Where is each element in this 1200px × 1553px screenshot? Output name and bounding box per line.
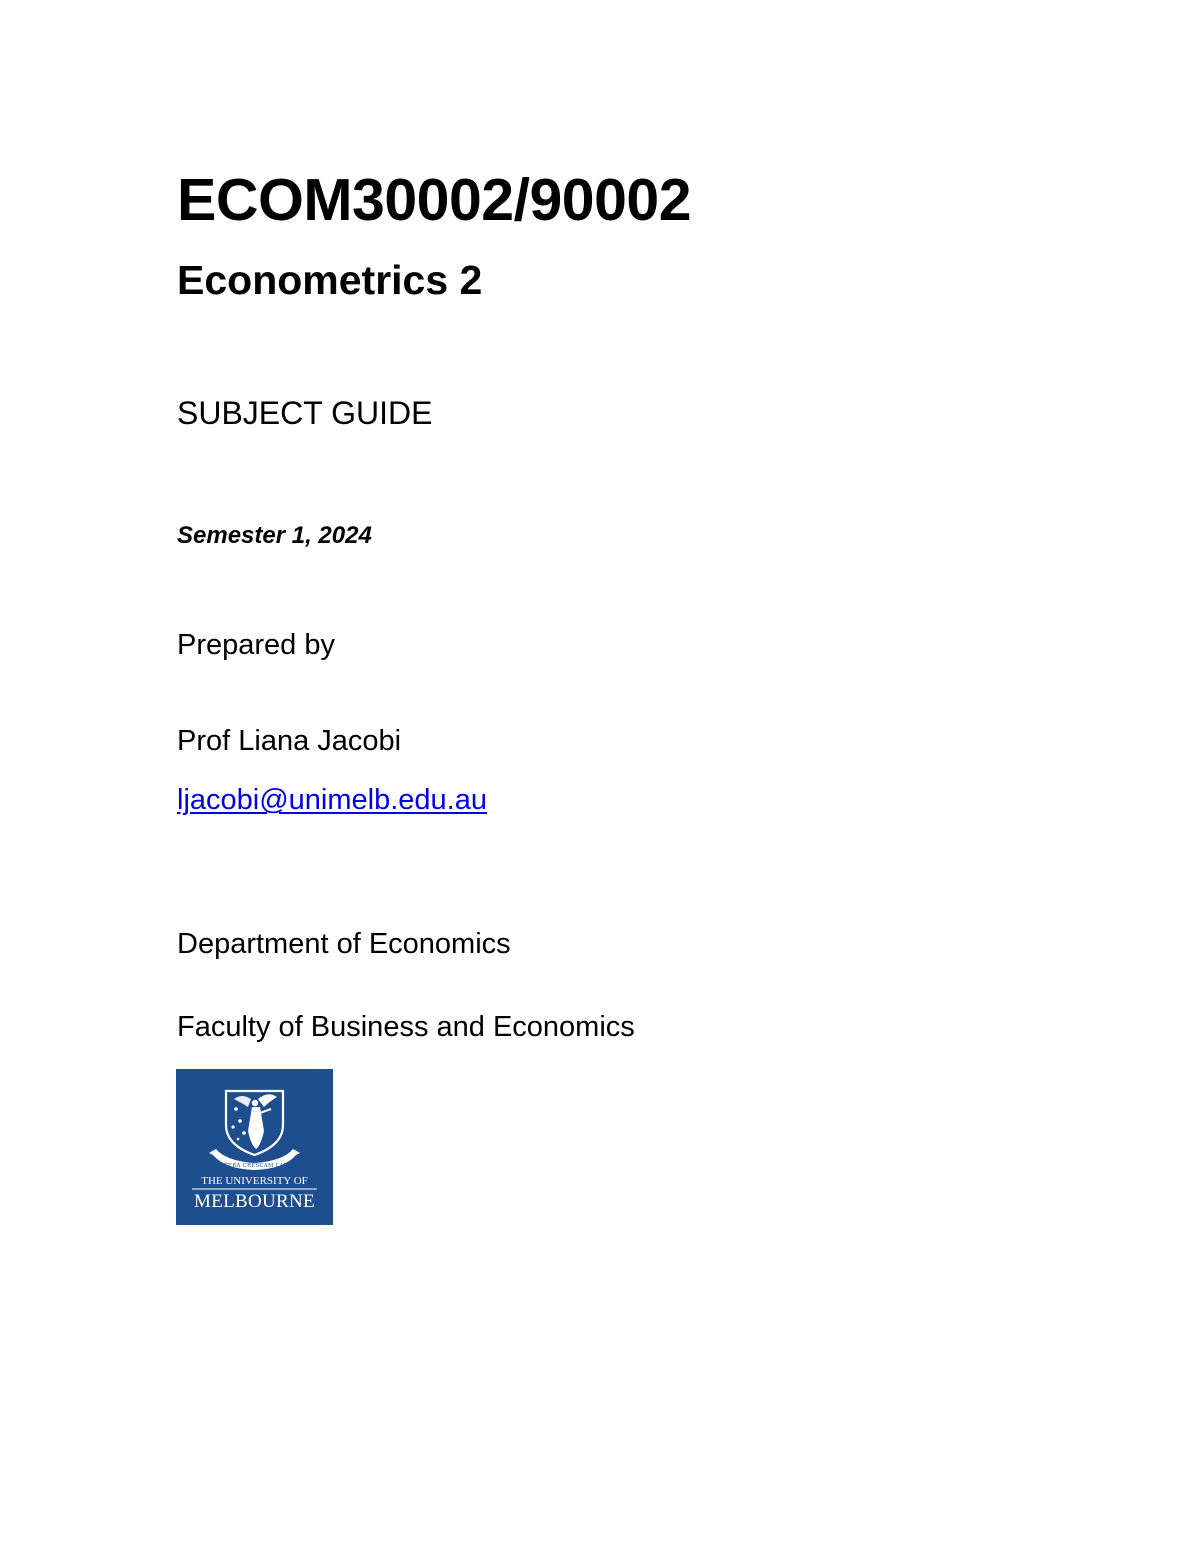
university-of-melbourne-crest-icon [176, 1069, 333, 1225]
department-name: Department of Economics [177, 928, 511, 960]
logo-motto: POSTERA CRESCAM LAUDE [211, 1163, 298, 1169]
subject-code: ECOM30002/90002 [177, 167, 692, 233]
logo-text-line2: MELBOURNE [194, 1191, 315, 1212]
faculty-name: Faculty of Business and Economics [177, 1011, 635, 1043]
university-logo [176, 1069, 333, 1225]
logo-text-line1: THE UNIVERSITY OF [201, 1175, 308, 1187]
prepared-by-label: Prepared by [177, 629, 335, 661]
subject-title: Econometrics 2 [177, 257, 483, 303]
semester-label: Semester 1, 2024 [177, 522, 372, 549]
document-type: SUBJECT GUIDE [177, 395, 433, 431]
author-name: Prof Liana Jacobi [177, 725, 402, 757]
author-email-link[interactable]: ljacobi@unimelb.edu.au [177, 784, 487, 816]
